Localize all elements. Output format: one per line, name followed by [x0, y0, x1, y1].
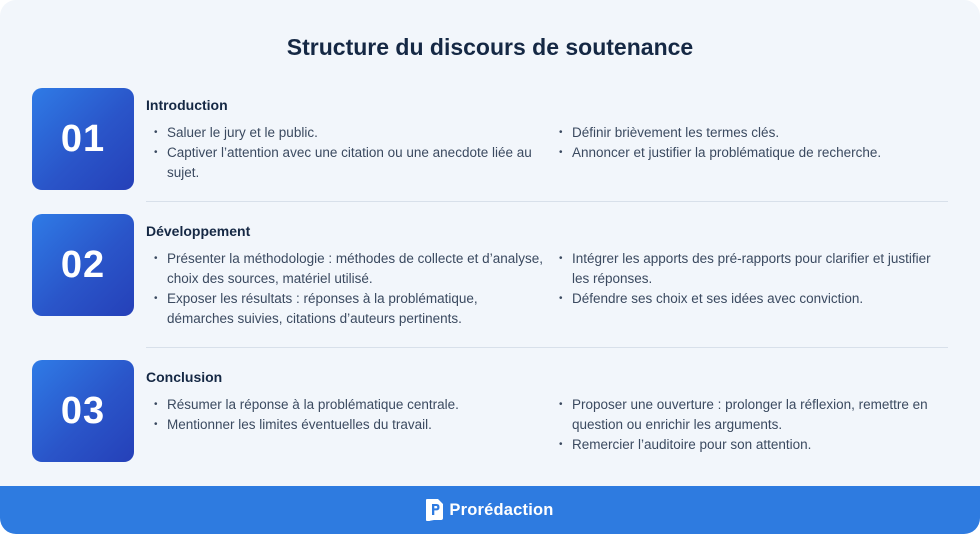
- footer-bar: [0, 486, 980, 534]
- bullet-list-right: [551, 123, 951, 163]
- list-item: • Présenter la méthodologie : méthodes de collecte et d’analyse, choix des sources, matériel utilisé.: [146, 249, 546, 289]
- list-item: • Mentionner les limites éventuelles du travail.: [146, 415, 546, 435]
- page-title: Structure du discours de soutenance: [286, 34, 694, 60]
- list-item: • Proposer une ouverture : prolonger la réflexion, remettre en question ou enrichir les arguments.: [551, 395, 951, 435]
- list-item: • Captiver l’attention avec une citation ou une anecdote liée au sujet.: [146, 143, 546, 183]
- section-heading: Développement: [146, 223, 251, 239]
- section-number-badge: 03: [32, 360, 134, 462]
- list-item: • Intégrer les apports des pré-rapports pour clarifier et justifier les réponses.: [551, 249, 951, 289]
- section-number-badge: 01: [32, 88, 134, 190]
- brand-name: Prorédaction: [449, 500, 554, 519]
- list-item: • Annoncer et justifier la problématique de recherche.: [551, 143, 951, 163]
- list-item: • Saluer le jury et le public.: [146, 123, 546, 143]
- section-divider: [146, 201, 948, 202]
- list-item: • Défendre ses choix et ses idées avec conviction.: [551, 289, 951, 309]
- section-number-badge: 02: [32, 214, 134, 316]
- bullet-list-right: [551, 249, 951, 309]
- bullet-list-right: [551, 395, 951, 455]
- bullet-list-left: [146, 395, 546, 435]
- list-item: • Remercier l’auditoire pour son attention.: [551, 435, 951, 455]
- section-heading: Introduction: [146, 97, 228, 113]
- list-item: • Exposer les résultats : réponses à la problématique, démarches suivies, citations d’auteurs pertinents.: [146, 289, 546, 329]
- section-divider: [146, 347, 948, 348]
- bullet-list-left: [146, 249, 546, 329]
- list-item: • Résumer la réponse à la problématique centrale.: [146, 395, 546, 415]
- list-item: • Définir brièvement les termes clés.: [551, 123, 951, 143]
- document-p-icon: [426, 498, 444, 522]
- bullet-list-left: [146, 123, 546, 183]
- section-heading: Conclusion: [146, 369, 223, 385]
